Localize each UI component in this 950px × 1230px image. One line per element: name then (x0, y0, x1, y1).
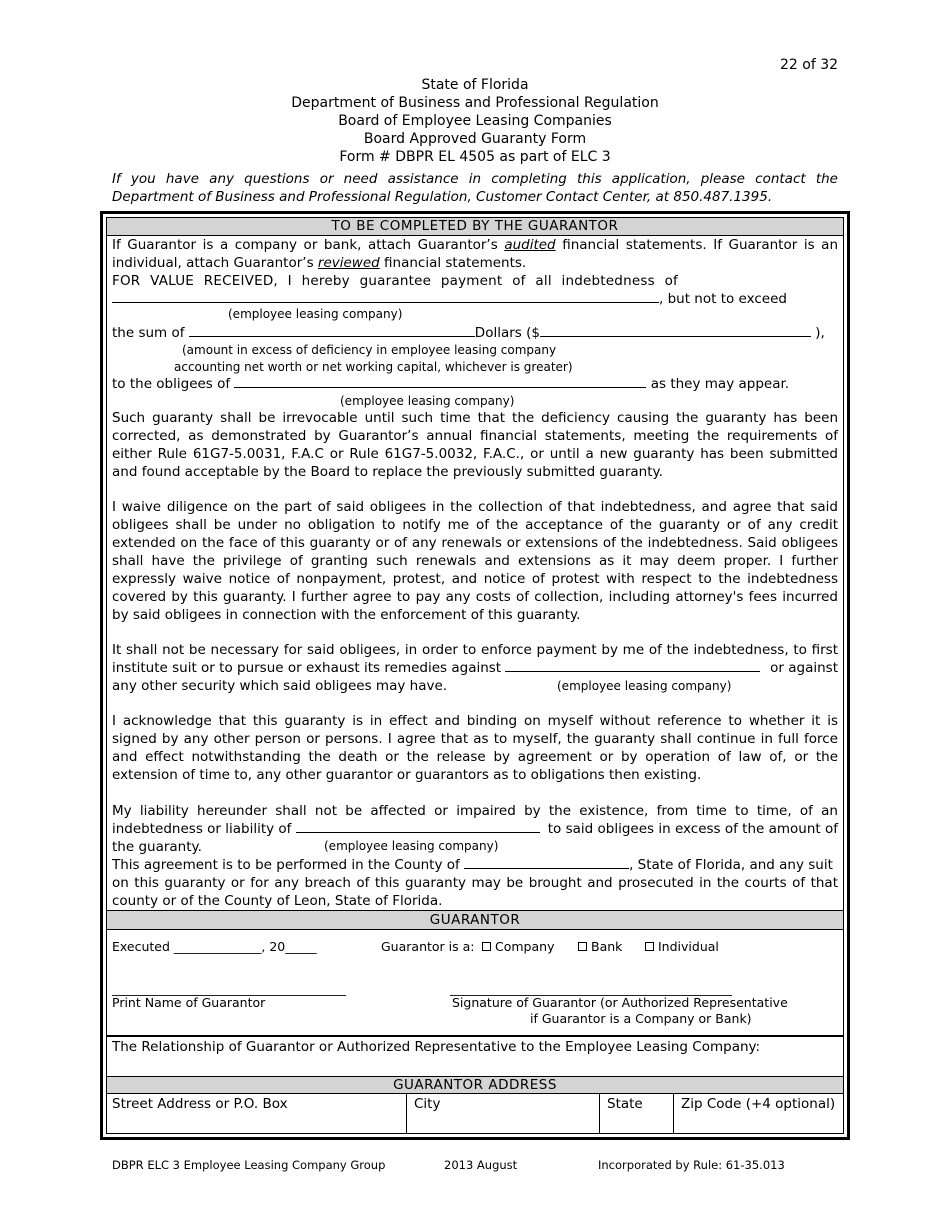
sum-dollars-field[interactable] (540, 324, 811, 337)
signature-label-1: Signature of Guarantor (or Authorized Representative (452, 995, 788, 1010)
state-field[interactable]: State (607, 1096, 643, 1112)
indebtedness-line: , but not to exceed (112, 290, 838, 308)
footer-date: 2013 August (444, 1158, 518, 1172)
header-state: State of Florida (421, 77, 529, 93)
header-board: Board of Employee Leasing Companies (338, 113, 612, 129)
obligees-line: to the obligees of as they may appear. (112, 376, 790, 392)
not-necessary-line-3: any other security which said obligees may have. (112, 678, 448, 694)
signature-label-2: if Guarantor is a Company or Bank) (530, 1011, 752, 1026)
county-line: This agreement is to be performed in the County of , State of Florida, and any suit (112, 857, 833, 873)
individual-checkbox[interactable] (645, 942, 654, 951)
county-field[interactable] (464, 856, 629, 869)
bank-checkbox[interactable] (578, 942, 587, 951)
liability-company-field[interactable] (296, 820, 540, 833)
footer-form-name: DBPR ELC 3 Employee Leasing Company Group (112, 1158, 386, 1172)
irrevocable-paragraph: Such guaranty shall be irrevocable until such time that the deficiency causing the guaranty has been corrected, as demonstrated by Guarantor’s annual financial statements, meeting the requirements of either Rule 61G7-5.0031, F.A.C or Rule 61G7-5.0032, F.A.C., or until a new guaranty has been submitted and found acceptable by the Board to replace the previously submitted guaranty. (112, 410, 838, 480)
elc-label-3: (employee leasing company) (557, 679, 732, 693)
elc-label-1: (employee leasing company) (228, 307, 403, 321)
section-title-guarantor-completion: TO BE COMPLETED BY THE GUARANTOR (107, 217, 843, 236)
waive-diligence-paragraph: I waive diligence on the part of said obligees in the collection of that indebtedness, and agree that said obligees shall be under no obligation to notify me of the acceptance of the guaranty or of any credit extended on the face of this guaranty or of any renewals or extensions of the indebtedness. Said obligees shall have the privilege of granting such renewals and extensions as it may deem proper. I further expressly waive notice of nonpayment, protest, and notice of protest with respect to the indebtedness covered by this guaranty. I further agree to pay any costs of collection, including attorney's fees incurred by said obligees in connection with the enforcement of this guaranty. (112, 499, 838, 623)
header-form-number: Form # DBPR EL 4505 as part of ELC 3 (339, 149, 611, 165)
address-divider-3 (673, 1094, 674, 1134)
option-bank[interactable]: Bank (578, 939, 622, 954)
street-address-field[interactable]: Street Address or P.O. Box (112, 1096, 288, 1112)
address-divider-1 (406, 1094, 407, 1134)
section-title-guarantor: GUARANTOR (107, 910, 843, 930)
company-checkbox[interactable] (482, 942, 491, 951)
guarantor-divider (107, 1035, 843, 1037)
employee-leasing-company-field[interactable] (112, 290, 659, 303)
liability-line-1: My liability hereunder shall not be affected or impaired by the existence, from time to time, of an (112, 803, 838, 819)
amount-note-2: accounting net worth or net working capital, whichever is greater) (174, 360, 573, 374)
address-divider-2 (599, 1094, 600, 1134)
for-value-received: FOR VALUE RECEIVED, I hereby guarantee payment of all indebtedness of (112, 273, 678, 289)
reviewed-emphasis: reviewed (317, 255, 380, 271)
remedies-company-field[interactable] (505, 659, 760, 672)
print-name-label: Print Name of Guarantor (112, 995, 266, 1010)
guarantor-type-label: Guarantor is a: (381, 939, 475, 954)
sum-words-field[interactable] (189, 324, 475, 337)
header-department: Department of Business and Professional Regulation (291, 95, 659, 111)
footer-rule: Incorporated by Rule: 61-35.013 (598, 1158, 785, 1172)
acknowledge-paragraph: I acknowledge that this guaranty is in effect and binding on myself without reference to whether it is signed by any other person or persons. I agree that as to myself, the guaranty shall continue in full force and effect notwithstanding the death or the release by agreement or by operation of law of, or the extension of time to, any other guarantor or guarantors as to obligations then existing. (112, 713, 838, 783)
audited-emphasis: audited (504, 237, 556, 253)
page-number: 22 of 32 (780, 57, 839, 73)
liability-line-3: the guaranty. (112, 839, 202, 855)
sum-line: the sum of Dollars ($ ), (112, 325, 825, 341)
option-company[interactable]: Company (482, 939, 554, 954)
form-header (0, 76, 950, 166)
attach-financials-paragraph: If Guarantor is a company or bank, attach Guarantor’s audited financial statements. If Guarantor is an individual, attach Guarantor’s reviewed financial statements. (112, 237, 839, 271)
amount-note-1: (amount in excess of deficiency in employee leasing company (182, 343, 557, 357)
not-necessary-line-1: It shall not be necessary for said obligees, in order to enforce payment by me of the indebtedness, to first (112, 642, 838, 658)
county-paragraph-rest: on this guaranty or for any breach of this guaranty may be brought and prosecuted in the courts of that county or of the County of Leon, State of Florida. (112, 875, 838, 909)
header-form-type: Board Approved Guaranty Form (363, 131, 587, 147)
not-necessary-line-2: institute suit or to pursue or exhaust its remedies against or against (112, 660, 838, 676)
option-individual[interactable]: Individual (645, 939, 719, 954)
contact-instructions: If you have any questions or need assistance in completing this application, please contact the Department of Business and Professional Regulation, Customer Contact Center, at 850.487.1395. (112, 171, 838, 205)
zip-code-field[interactable]: Zip Code (+4 optional) (681, 1096, 836, 1112)
relationship-field[interactable]: The Relationship of Guarantor or Authorized Representative to the Employee Leasing Company: (112, 1039, 761, 1055)
obligees-company-field[interactable] (234, 375, 646, 388)
elc-label-2: (employee leasing company) (340, 394, 515, 408)
print-name-field[interactable]: _______________________________________ (112, 982, 346, 996)
executed-date-field[interactable]: Executed ______________, 20_____ (112, 939, 317, 954)
signature-field[interactable]: _______________________________________________ (450, 982, 732, 996)
elc-label-4: (employee leasing company) (324, 839, 499, 853)
city-field[interactable]: City (414, 1096, 441, 1112)
section-title-guarantor-address: GUARANTOR ADDRESS (107, 1076, 843, 1094)
liability-line-2: indebtedness or liability of to said obligees in excess of the amount of (112, 821, 838, 837)
